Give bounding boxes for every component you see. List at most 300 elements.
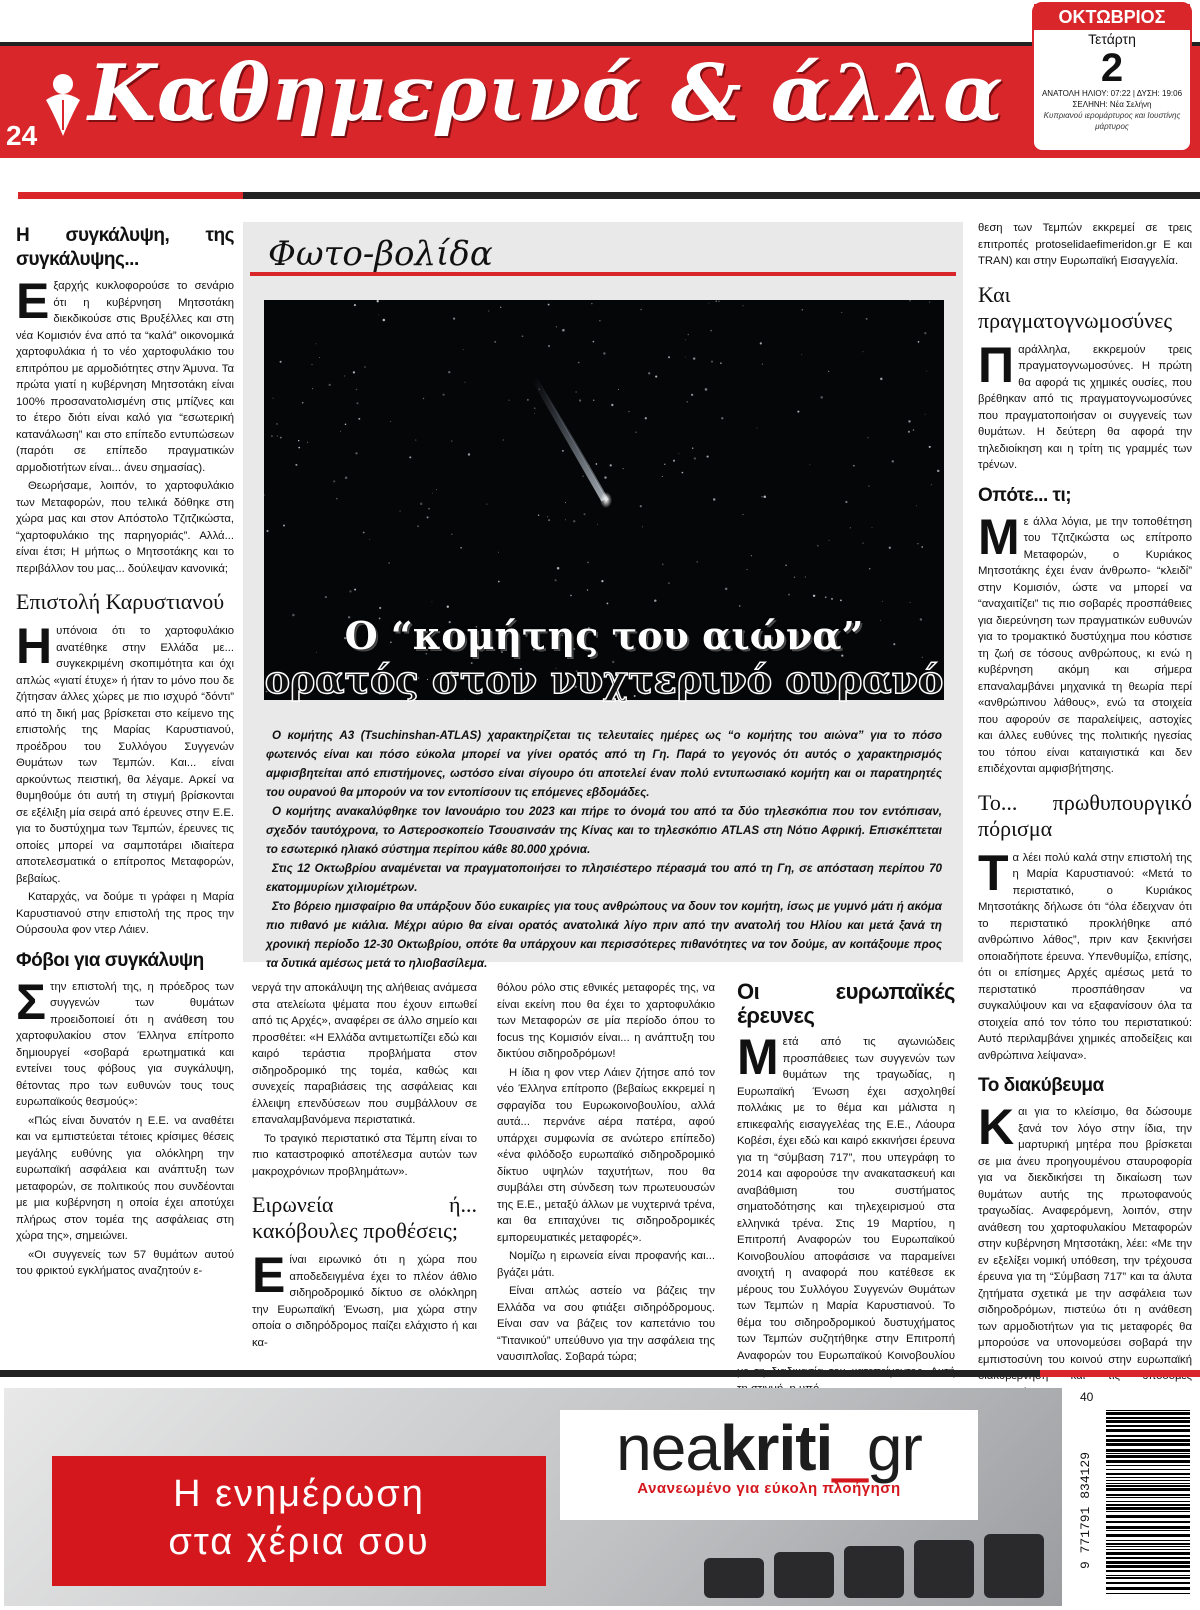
drop-cap: Ε bbox=[16, 273, 50, 329]
star bbox=[548, 304, 550, 306]
star bbox=[587, 589, 588, 590]
date-day: 2 bbox=[1100, 46, 1124, 90]
star bbox=[409, 456, 411, 458]
star bbox=[678, 453, 679, 454]
bottom-rule bbox=[0, 1370, 1200, 1377]
center-column-1 bbox=[252, 980, 477, 1360]
lede-paragraph: Στις 12 Οκτωβρίου αναμένεται να πραγματοποιήσει το πλησιέστερο πέρασμά του από τη Γη, σε απόσταση περίπου 70 εκατομμυρίων χιλιομέτρων. bbox=[266, 862, 942, 894]
star bbox=[379, 607, 381, 609]
star bbox=[606, 602, 608, 604]
star bbox=[557, 567, 560, 570]
star bbox=[599, 320, 600, 321]
headline-stakes: Το διακύβευμα bbox=[978, 1075, 1104, 1096]
star bbox=[565, 502, 566, 503]
star bbox=[841, 312, 842, 313]
star bbox=[662, 564, 664, 566]
barcode-bar bbox=[1106, 1497, 1190, 1498]
paragraph: Το τραγικό περιστατικό στα Τέμπη είναι το πιο καταστροφικό αποτέλεσμα αυτών των μακροχρόνιων προβλημάτων». bbox=[252, 1132, 477, 1178]
star bbox=[319, 357, 320, 358]
star bbox=[880, 378, 882, 380]
bottom-rule-red bbox=[1040, 1370, 1200, 1377]
paragraph: Θεωρήσαμε, λοιπόν, το χαρτοφυλάκιο των Μεταφορών, που τελικά δόθηκε στη χώρα μας και στον Απόστολο Τζιτζικώστα, “χαρτοφυλάκιο της παρηγοριάς”. Αλλά... είναι έτσι; Η μήπως ο Μητσοτάκης και το περιβάλλον του μας... δούλεψαν κανονικά; bbox=[16, 480, 234, 575]
star bbox=[623, 468, 624, 469]
star bbox=[872, 527, 873, 528]
star bbox=[295, 464, 297, 466]
star bbox=[801, 354, 802, 355]
star bbox=[486, 504, 487, 505]
star bbox=[340, 431, 341, 432]
barcode-bar bbox=[1106, 1439, 1190, 1442]
comet-photo bbox=[264, 300, 944, 700]
star bbox=[743, 514, 744, 515]
star bbox=[705, 388, 708, 391]
star bbox=[583, 513, 585, 515]
star bbox=[390, 421, 391, 422]
star bbox=[813, 595, 815, 597]
star bbox=[662, 476, 663, 477]
brand-part: gr bbox=[866, 1412, 922, 1484]
star bbox=[463, 349, 464, 350]
lede-paragraph: Στο βόρειο ημισφαίριο θα υπάρξουν δύο ευκαιρίες για τους ανθρώπους να δουν τον κομήτη, ίσως με γυμνό μάτι ή ακόμα πιο πιθανό με κιάλια. Μέχρι αύριο θα είναι ορατός ανατολικά λίγο πριν από την ανατολή του Ηλίου και μετά ξανά τη χρονική περίοδο 12-30 Οκτωβρίου, οπότε θα υπάρχουν και περισσότερες πιθανότητες να τον δούμε, αν κοιτάξουμε προς τα δυτικά αμέσως μετά το ηλιοβασίλεμα. bbox=[266, 900, 942, 970]
star bbox=[664, 464, 665, 465]
star bbox=[929, 302, 930, 303]
star bbox=[640, 505, 642, 507]
star bbox=[547, 516, 548, 517]
star bbox=[868, 485, 869, 486]
paragraph: Νομίζω η ειρωνεία είναι προφανής και... βγάζει μάτι. bbox=[497, 1250, 715, 1279]
star bbox=[498, 552, 499, 553]
paragraph-text: την επιστολή της, η πρόεδρος των συγγενών των θυμάτων προειδοποιεί ότι η ανάθεση του χαρτοφυλακίου στον Έλληνα επίτροπο δημιουργεί «σοβαρά ερωτηματικά και εντείνει τους φόβους για συγκάλυψη, θέτοντας προ των ευθυνών τους τους ευρωπαϊκούς θεσμούς»: bbox=[16, 980, 234, 1108]
center-column-2 bbox=[497, 980, 715, 1363]
star bbox=[917, 543, 918, 544]
barcode-bar bbox=[1106, 1410, 1190, 1411]
star bbox=[488, 311, 489, 312]
feature-headline-line2: ορατός στον νυχτερινό ουρανό bbox=[264, 657, 944, 702]
barcode-bar bbox=[1106, 1570, 1190, 1572]
star bbox=[697, 561, 698, 562]
barcode-bar bbox=[1106, 1483, 1190, 1484]
star bbox=[869, 568, 870, 569]
star bbox=[685, 339, 686, 340]
barcode-bar bbox=[1106, 1549, 1190, 1550]
star bbox=[355, 452, 357, 454]
star bbox=[417, 525, 419, 527]
star bbox=[761, 496, 762, 497]
barcode-bar bbox=[1106, 1469, 1190, 1470]
headline-european-probes: Οι ευρωπαϊκές έρευνες bbox=[737, 979, 955, 1028]
left-column bbox=[16, 224, 234, 1360]
star bbox=[363, 532, 365, 534]
star bbox=[562, 450, 564, 452]
star bbox=[432, 493, 433, 494]
star bbox=[266, 530, 268, 532]
star bbox=[298, 447, 300, 449]
headline-fears: Φόβοι για συγκάλυψη bbox=[16, 949, 204, 971]
star bbox=[383, 319, 386, 322]
barcode-bar bbox=[1106, 1480, 1190, 1481]
star bbox=[762, 364, 763, 365]
lede-paragraph: Ο κομήτης A3 (Tsuchinshan-ATLAS) χαρακτηρίζεται τις τελευταίες ημέρες ως “ο κομήτης του αιώνα” για το πόσο φωτεινός είναι και πόσο εύκολα μπορεί να γίνει ορατός από τη Γη. Παρά το γεγονός ότι αυτός ο χαρακτηρισμός αμφισβητείται από επιστήμονες, ωστόσο είναι σίγουρο ότι αποτελεί έναν πολύ εντυπωσιακό κομήτη και οι παρατηρητές του ουρανού θα μπορούν να τον εντοπίσουν τις επόμενες εβδομάδες. bbox=[266, 729, 942, 799]
barcode-bar bbox=[1106, 1417, 1190, 1419]
paragraph: νεργά την αποκάλυψη της αλήθειας ανάμεσα στα ατελείωτα ψέματα που έχουν ειπωθεί από τις Αρχές», αναφέρει σε άλλο σημείο και προσθέτει: «Η Ελλάδα αντιμετωπίζει εδώ και καιρό τεράστια προβλήματα στον σιδηροδρομικό της τομέα, καθώς και συνεχείς παραβιάσεις της ασφάλειας και έλλειψη επενδύσεων που συμβάλλουν σε επαναλαμβανόμενα περιστατικά. bbox=[252, 982, 477, 1126]
paragraph-text: α λέει πολύ καλά στην επιστολή της η Μαρία Καρυστιανού: «Μετά το περιστατικό, ο Κυριάκος Μητσοτάκης δήλωσε ότι “όλα έδειχναν ότι το περιστατικό προκλήθηκε από ανθρώπινο λάθος”, πριν καν ξεκινήσει οποιαδήποτε έρευνα. Υπενθυμίζω, επίσης, ότι οι επίσημες Αρχές αμέσως μετά το περιστατικό προσπάθησαν να συγκαλύψουν και να εξαφανίσουν όλα τα στοιχεία από τον τόπο του περιστατικού: Αυτό περιλαμβάνει χημικές αποδείξεις και ανθρώπινα λείψανα». bbox=[978, 851, 1192, 1062]
star bbox=[913, 429, 915, 431]
star bbox=[597, 524, 598, 525]
barcode-bar bbox=[1106, 1425, 1190, 1427]
star bbox=[534, 407, 536, 409]
star bbox=[794, 577, 795, 578]
star bbox=[420, 503, 423, 506]
ad-brand-logo bbox=[560, 1410, 978, 1486]
star bbox=[809, 464, 810, 465]
star bbox=[576, 391, 577, 392]
paragraph bbox=[978, 336, 1192, 474]
barcode-bar bbox=[1106, 1473, 1190, 1475]
paragraph-text: αι για το κλείσιμο, θα δώσουμε ξανά τον λόγο στην ίδια, την μαρτυρική μητέρα που βρίσκεται σε μια άνευ προηγουμένου σταυροφορία για να διεκδικήσει τη δικαίωση των θυμάτων αυτής της πρωτοφανούς τραγωδίας. Αναφερόμενη, λοιπόν, στην ανάθεση του χαρτοφυλακίου Μεταφορών στην κυβέρνηση Μητσοτάκη, λέει: «Με την εν εξελίξει νομική υπόθεση, την τρέχουσα έρευνα για τη “Σύμβαση 717” και τα άλυτα ζητήματα σχετικά με την ασφάλεια των σιδηροδρόμων, πιστεύω ότι η ανάθεση των αρμοδιοτήτων για τις μεταφορές θα μπορούσε να υπονομεύσει σοβαρά την εμπιστοσύνη του κοινού στην ευρωπαϊκή bbox=[978, 1106, 1192, 1366]
star bbox=[604, 476, 606, 478]
section-title: Καθημερινά & άλλα bbox=[88, 48, 1004, 139]
star bbox=[668, 356, 670, 358]
star bbox=[642, 526, 643, 527]
paragraph bbox=[252, 1247, 477, 1351]
star bbox=[840, 599, 842, 601]
paragraph-text: ίναι ειρωνικό ότι η χώρα που αποδεδειγμένα έχει το πλέον άθλιο σιδηροδρομικό δίκτυο σε ολόκληρη την Ευρωπαϊκή Ένωση, μια χώρα στην οποία ο σιδηρόδρομος παίζει ελάχιστο ή και κα- bbox=[252, 1254, 477, 1349]
star bbox=[682, 472, 684, 474]
paragraph-text: ε άλλα λόγια, με την τοποθέτηση του Τζιτζικώστα ως επίτροπο Μεταφορών, ο Κυριάκος Μητσοτάκης έχει έναν άνθρωπο- “κλειδί” στην Κομισιόν, ώστε να μπορεί να “αναχαιτίζει” τις πιο σοβαρές προσπάθειες για διερεύνηση των πραγματικών ευθυνών για το τρομακτικό δυστύχημα που κόστισε τη ζωή σε τόσους ανθρώπους, κι ενώ η κυβέρνηση ακόμη και σήμερα επαναλαμβάνει μηχανικά τη θεωρία περί «ανθρώπινου λάθους», ενώ τα στοιχεία που αφορούν σε παραλείψεις, αστοχίες και άλλες ευθύνες της πολιτικής ηγεσίας του τόπου είναι καταιγιστικά και δεν επιδέχονται αμφισβήτησης. bbox=[978, 515, 1192, 775]
ad-slogan-panel bbox=[52, 1456, 546, 1586]
drop-cap: Μ bbox=[737, 1029, 779, 1085]
barcode-bar bbox=[1106, 1552, 1190, 1555]
star bbox=[573, 520, 575, 522]
date-weekday: Τετάρτη bbox=[1088, 31, 1136, 47]
star bbox=[447, 606, 449, 608]
star bbox=[271, 435, 273, 437]
star bbox=[925, 414, 926, 415]
paragraph: «Οι συγγενείς των 57 θυμάτων αυτού του φρικτού εγκλήματος αναζητούν ε- bbox=[16, 1248, 234, 1277]
star bbox=[263, 494, 265, 496]
star bbox=[377, 300, 379, 302]
star bbox=[710, 330, 712, 332]
star bbox=[498, 581, 500, 583]
star bbox=[739, 605, 741, 607]
barcode-bar bbox=[1106, 1561, 1190, 1564]
star bbox=[283, 524, 285, 526]
paragraph: Η ίδια η φον ντερ Λάιεν ζήτησε από τον νέο Έλληνα επίτροπο (βεβαίως εκκρεμεί η σφραγίδα του Ευρωκοινοβουλίου, αλλά αυτά... περνάνε αέρα πατέρα, αφού υπάρχει συμφωνία σε ανώτερο επίπεδο) «ένα φιλόδοξο ευρωπαϊκό σιδηροδρομικό δίκτυο υψηλών ταχυτήτων, που θα συμβάλει στη σύνδεση των πρωτευουσών της Ε.Ε., μεταξύ άλλων με νυχτερινά τρένα, και θα επιταχύνει τις σιδηροδρομικές εμπορευματικές μεταφορές». bbox=[497, 1066, 715, 1244]
barcode-bar bbox=[1106, 1546, 1190, 1547]
star bbox=[548, 519, 550, 521]
star bbox=[388, 562, 389, 563]
barcode-bar bbox=[1106, 1521, 1190, 1523]
star bbox=[302, 402, 304, 404]
star bbox=[548, 345, 550, 347]
star bbox=[892, 460, 894, 462]
paragraph: Είναι απλώς αστείο να βάζεις την Ελλάδα να σου φτιάξει σιδηρόδρομους. Είναι σαν να βάζεις τον καπετάνιο του “Τιτανικού” υπεύθυνο για την ασφάλεια της ναυσιπλοΐας. Σοβαρά τώρα; bbox=[497, 1285, 715, 1363]
star bbox=[468, 453, 470, 455]
star bbox=[889, 547, 891, 549]
star bbox=[645, 417, 647, 419]
brand-part: _ bbox=[832, 1412, 867, 1484]
star bbox=[378, 315, 379, 316]
star bbox=[909, 300, 910, 301]
advertisement-banner[interactable] bbox=[4, 1388, 1062, 1606]
star bbox=[929, 446, 931, 448]
paragraph-text: αράλληλα, εκκρεμούν τρεις πραγματογνωμοσύνες. Η πρώτη θα αφορά τις χημικές ουσίες, που βρέθηκαν από τις πραγματογνωμοσύνες που πραγματοποιήσαν οι συγγενείς των θυμάτων. Η δεύτερη θα αφορά την τηλεδιοίκηση και η τρίτη τις γραμμές των τρένων. bbox=[978, 343, 1192, 471]
star bbox=[713, 498, 715, 500]
paragraph-text: υπόνοια ότι το χαρτοφυλάκιο ανατέθηκε στην Ελλάδα με... συγκεκριμένη σκοπιμότητα και όχι απλώς «γιατί έτυχε» ή ήταν το μόνο που δε ζήτησαν άλλες χώρες με πιο ισχυρό “δόντι” από τη δική μας βρίσκεται στο κείμενο της επιστολής της Μαρίας Καρυστιανού, προέδρου του Συλλόγου Συγγενών Θυμάτων των Τεμπών. Και... είναι αρκούντως πειστική, θα λέγαμε. Αρκεί να θυμηθούμε ότι αυτή τη στιγμή βρίσκονται σε εξέλιξη μία σειρά από έρευνες στην Ε.Ε. για το δυστύχημα των Τεμπών, έρευνες τις οποίες μπορεί να σαμποτάρει ιδιαίτερα αποτελεσματικά ο επίτροπος Μεταφορών, βεβαίως. bbox=[16, 625, 234, 885]
star bbox=[277, 435, 278, 436]
star bbox=[315, 343, 316, 344]
barcode-bar bbox=[1106, 1494, 1190, 1496]
lede-paragraph: Ο κομήτης ανακαλύφθηκε τον Ιανουάριο του 2023 και πήρε το όνομά του από τα δύο τηλεσκόπια που τον εντόπισαν, σχεδόν ταυτόχρονα, το Αστεροσκοπείο Τσουσινσάν της Κίνας και το τηλεσκόπιο ATLAS στη Νότιο Αφρική. Επισκέπτεται το εσωτερικό ηλιακό σύστημα περίπου κάθε 80.000 χρόνια. bbox=[266, 805, 942, 856]
star bbox=[494, 341, 496, 343]
star bbox=[910, 602, 911, 603]
star bbox=[785, 564, 787, 566]
paragraph bbox=[16, 273, 234, 476]
star bbox=[686, 401, 688, 403]
star bbox=[850, 527, 851, 528]
star bbox=[797, 411, 799, 413]
star bbox=[565, 519, 566, 520]
star bbox=[924, 332, 926, 334]
paragraph-text: ετά από τις αγωνιώδεις προσπάθειες των συγγενών των θυμάτων της τραγωδίας, η Ευρωπαϊκή Ένωση έχει ασχοληθεί πολλάκις με το θέμα και μάλιστα η επικεφαλής εισαγγελέας της Ε.Ε., Λάουρα Κοβέσι, έχει εδώ και καιρό εκκινήσει έρευνα για τη “σύμβαση 717”, που υπεγράφη το 2014 και αφορούσε την ανακατασκευή και αναβάθμιση του συστήματος σηματοδότησης και τηλεχειρισμού στα ελληνικά τρένα. Στις 19 Μαρτίου, η Επιτροπή Αναφορών του Ευρωπαϊκού Κοινοβουλίου αποφάσισε να παραμείνει ανοιχτή η αναφορά που κατέθεσε εκ μέρους του Συλλόγου Συγγενών Θυμάτων των Τεμπών η Μαρία Καρυστιανού. Το θέμα του σιδηροδρομικού δυστυχήματος των Τεμπών συζητήθηκε στην Επιτροπή Αναφορών του Ευρωπαϊκού Κοινοβουλίου bbox=[737, 1036, 955, 1362]
star bbox=[764, 496, 767, 499]
feature-headline-line1: Ο “κομήτης του αιώνα” bbox=[344, 613, 864, 658]
star bbox=[654, 599, 656, 601]
star bbox=[460, 547, 462, 549]
star bbox=[618, 389, 619, 390]
star bbox=[603, 352, 605, 354]
star bbox=[610, 464, 612, 466]
star bbox=[805, 577, 806, 578]
barcode-bar bbox=[1106, 1477, 1190, 1478]
star bbox=[635, 432, 636, 433]
star bbox=[655, 376, 657, 378]
star bbox=[555, 579, 557, 581]
star bbox=[921, 546, 923, 548]
star bbox=[709, 303, 710, 304]
star bbox=[725, 588, 727, 590]
star bbox=[668, 582, 670, 584]
star bbox=[451, 534, 452, 535]
date-month: ΟΚΤΩΒΡΙΟΣ bbox=[1034, 4, 1190, 30]
date-box bbox=[1032, 2, 1192, 152]
barcode-bar bbox=[1106, 1412, 1190, 1415]
star bbox=[329, 384, 331, 386]
ad-slogan-line1: Η ενημέρωση bbox=[173, 1473, 425, 1515]
star bbox=[918, 341, 920, 343]
star bbox=[863, 351, 864, 352]
star bbox=[399, 510, 400, 511]
paragraph bbox=[978, 508, 1192, 778]
star bbox=[692, 448, 693, 449]
barcode-bar bbox=[1106, 1530, 1190, 1531]
star bbox=[356, 389, 358, 391]
drop-cap: Η bbox=[16, 618, 53, 674]
star bbox=[673, 460, 675, 462]
barcode-bar bbox=[1106, 1575, 1190, 1576]
star bbox=[611, 404, 613, 406]
star bbox=[691, 394, 693, 396]
star bbox=[427, 516, 429, 518]
star bbox=[527, 399, 528, 400]
star bbox=[931, 484, 932, 485]
star bbox=[593, 341, 595, 343]
headline-pm-finding: Το... πρωθυπουργικό πόρισμα bbox=[978, 789, 1192, 841]
barcode-bar bbox=[1106, 1587, 1190, 1590]
barcode-bar bbox=[1106, 1449, 1190, 1452]
sunrise-sunset: ΑΝΑΤΟΛΗ ΗΛΙΟΥ: 07:22 | ΔΥΣΗ: 19:06 bbox=[1041, 89, 1183, 98]
star bbox=[307, 442, 308, 443]
star bbox=[707, 456, 709, 458]
star bbox=[828, 371, 829, 372]
star bbox=[465, 382, 466, 383]
star bbox=[578, 362, 580, 364]
barcode-bar bbox=[1106, 1577, 1190, 1579]
drop-cap: Π bbox=[978, 336, 1015, 393]
section-rule-red bbox=[18, 192, 243, 199]
star bbox=[747, 569, 748, 570]
barcode-bar bbox=[1106, 1515, 1190, 1518]
section-rule-black bbox=[243, 192, 1200, 199]
moon-phase: ΣΕΛΗΝΗ: Νέα Σελήνη bbox=[1072, 100, 1152, 109]
feature-headline bbox=[264, 614, 944, 702]
barcode-bar bbox=[1106, 1511, 1190, 1512]
barcode-bar bbox=[1106, 1435, 1190, 1437]
star bbox=[431, 601, 432, 602]
barcode-bar bbox=[1106, 1429, 1190, 1432]
star bbox=[788, 594, 790, 596]
barcode-bar bbox=[1106, 1501, 1190, 1502]
star bbox=[825, 596, 827, 598]
star bbox=[428, 508, 430, 510]
feature-kicker: Φωτο-βολίδα bbox=[268, 234, 493, 274]
star bbox=[312, 388, 313, 389]
star bbox=[867, 437, 868, 438]
keyboard-image bbox=[684, 1528, 1064, 1608]
star bbox=[718, 301, 719, 302]
star bbox=[926, 371, 927, 372]
star bbox=[451, 440, 452, 441]
star bbox=[358, 418, 360, 420]
star bbox=[423, 398, 424, 399]
barcode-bar bbox=[1106, 1507, 1190, 1510]
brand-part: kriti bbox=[719, 1412, 833, 1484]
paragraph: θεση των Τεμπών εκκρεμεί σε τρεις επιτροπές protoselidaefimeridon.gr Ε και TRAN) και στην Ευρωπαϊκή Εισαγγελία. bbox=[978, 222, 1192, 267]
star bbox=[721, 417, 723, 419]
barcode-bar bbox=[1106, 1526, 1190, 1529]
barcode-bar bbox=[1106, 1488, 1190, 1491]
barcode-bar bbox=[1106, 1455, 1190, 1458]
star bbox=[369, 539, 370, 540]
star bbox=[345, 424, 347, 426]
star bbox=[720, 362, 722, 364]
star bbox=[743, 305, 744, 306]
feature-kicker-bar bbox=[250, 232, 956, 276]
star bbox=[751, 555, 752, 556]
drop-cap: Τ bbox=[978, 844, 1009, 901]
star bbox=[443, 394, 445, 396]
star bbox=[801, 309, 803, 311]
star bbox=[688, 334, 690, 336]
barcode-bar bbox=[1106, 1465, 1190, 1466]
barcode-bar bbox=[1106, 1453, 1190, 1454]
star bbox=[280, 361, 282, 363]
star bbox=[453, 318, 455, 320]
star bbox=[356, 402, 358, 404]
star bbox=[364, 366, 365, 367]
star bbox=[354, 304, 356, 306]
barcode-bar bbox=[1106, 1420, 1190, 1423]
star bbox=[336, 498, 338, 500]
barcode-bar bbox=[1106, 1565, 1190, 1568]
star bbox=[831, 598, 833, 600]
paragraph bbox=[978, 844, 1192, 1065]
right-column bbox=[978, 220, 1192, 1366]
star bbox=[436, 489, 437, 490]
star bbox=[349, 590, 351, 592]
barcode-bar bbox=[1106, 1534, 1190, 1537]
star bbox=[601, 580, 603, 582]
star bbox=[273, 398, 274, 399]
star bbox=[845, 501, 847, 503]
barcode-bar bbox=[1106, 1460, 1190, 1463]
star bbox=[591, 303, 592, 304]
drop-cap: Κ bbox=[978, 1099, 1015, 1155]
star bbox=[693, 357, 695, 359]
star bbox=[908, 420, 910, 422]
star bbox=[756, 428, 757, 429]
star bbox=[628, 411, 629, 412]
star bbox=[937, 470, 940, 473]
star bbox=[503, 440, 504, 441]
barcode-bar bbox=[1106, 1582, 1190, 1584]
paragraph: θόλου ρόλο στις εθνικές μεταφορές της, να είναι εκείνη που θα έχει το χαρτοφυλάκιο των Μεταφορών σε μία περίοδο όπου το focus της Κομισιόν είναι... η ανάπτυξη του δικτύου σιδηροδρόμων! bbox=[497, 982, 715, 1060]
star bbox=[354, 589, 356, 591]
brand-part: nea bbox=[616, 1412, 720, 1484]
star bbox=[325, 596, 327, 598]
masthead-top-rule bbox=[0, 42, 1200, 46]
star bbox=[817, 545, 819, 547]
star bbox=[882, 601, 883, 602]
feature-lede bbox=[266, 726, 942, 973]
star bbox=[562, 329, 565, 332]
star bbox=[694, 457, 696, 459]
ad-slogan-line2: στα χέρια σου bbox=[168, 1521, 430, 1563]
star bbox=[916, 505, 917, 506]
star bbox=[508, 400, 509, 401]
star bbox=[593, 400, 595, 402]
star bbox=[556, 326, 557, 327]
star bbox=[853, 465, 855, 467]
paragraph bbox=[737, 1029, 955, 1397]
headline-irony: Ειρωνεία ή... κακόβουλες προθέσεις; bbox=[252, 1192, 477, 1243]
star bbox=[534, 413, 535, 414]
star bbox=[333, 480, 335, 482]
paragraph bbox=[16, 973, 234, 1111]
ad-tagline: Ανανεωμένο για εύκολη πλοήγηση bbox=[637, 1480, 901, 1497]
star bbox=[820, 396, 823, 399]
star bbox=[648, 372, 650, 374]
star bbox=[500, 307, 501, 308]
paragraph bbox=[16, 618, 234, 887]
name-day-saints: Κυπριανού ιερομάρτυρος και Ιουστίνης μάρτυρος bbox=[1043, 111, 1181, 131]
star bbox=[862, 543, 863, 544]
star bbox=[596, 463, 598, 465]
headline-letter: Επιστολή Καρυστιανού bbox=[16, 589, 225, 614]
barcode-bar bbox=[1106, 1543, 1190, 1545]
barcode-bar bbox=[1106, 1557, 1190, 1559]
barcode-bar bbox=[1106, 1443, 1190, 1446]
